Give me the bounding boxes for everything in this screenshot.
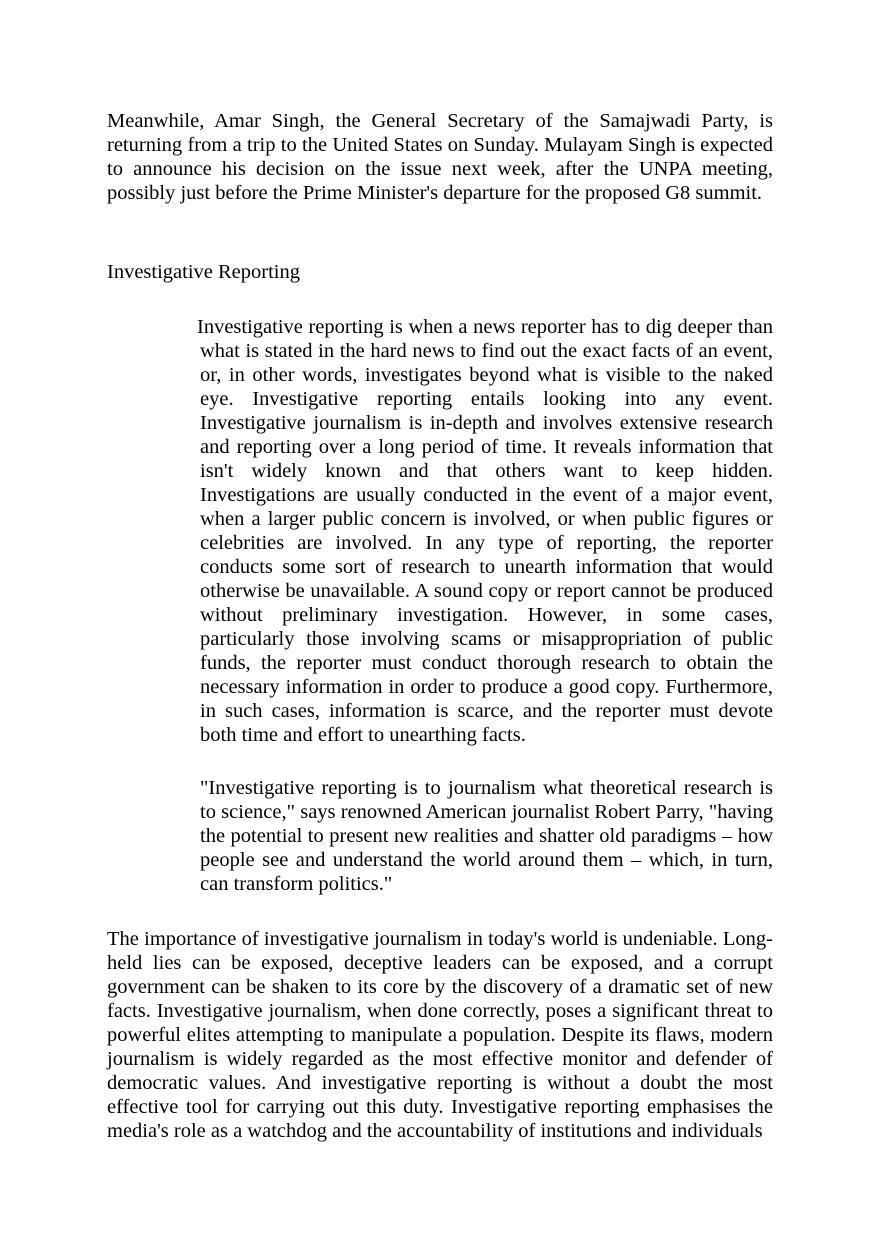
importance-paragraph: The importance of investigative journalism in today's world is undeniable. Long-held lies can be exposed, deceptive leaders can be exposed, and a corrupt government can be shaken to its core by the discovery of a dramatic set of new facts. Investigative journalism, when done correctly, poses a significant threat to powerful elites attempting to manipulate a population. Despite its flaws, modern journalism is widely regarded as the most effective monitor and defender of democratic values. And investigative reporting is without a doubt the most effective tool for carrying out this duty. Investigative reporting emphasises the media's role as a watchdog and the accountability of institutions and individuals <box>107 928 773 1142</box>
intro-paragraph: Meanwhile, Amar Singh, the General Secretary of the Samajwadi Party, is returning from a trip to the United States on Sunday. Mulayam Singh is expected to announce his decision on the issue next week, after the UNPA meeting, possibly just before the Prime Minister's departure for the proposed G8 summit. <box>107 110 773 204</box>
definition-paragraph: Investigative reporting is when a news reporter has to dig deeper than what is stated in the hard news to find out the exact facts of an event, or, in other words, investigates beyond what is visible to the naked eye. Investigative reporting entails looking into any event. Investigative journalism is in-depth and involves extensive research and reporting over a long period of time. It reveals information that isn't widely known and that others want to keep hidden. Investigations are usually conducted in the event of a major event, when a larger public concern is involved, or when public figures or celebrities are involved. In any type of reporting, the reporter conducts some sort of research to unearth information that would otherwise be unavailable. A sound copy or report cannot be produced without preliminary investigation. However, in some cases, particularly those involving scams or misappropriation of public funds, the reporter must conduct thorough research to obtain the necessary information in order to produce a good copy. Furthermore, in such cases, information is scarce, and the reporter must devote both time and effort to unearthing facts. <box>197 316 773 746</box>
quote-paragraph: "Investigative reporting is to journalism what theoretical research is to science," says renowned American journalist Robert Parry, "having the potential to present new realities and shatter old paradigms – how people see and understand the world around them – which, in turn, can transform politics." <box>200 777 773 895</box>
section-heading: Investigative Reporting <box>107 261 300 283</box>
